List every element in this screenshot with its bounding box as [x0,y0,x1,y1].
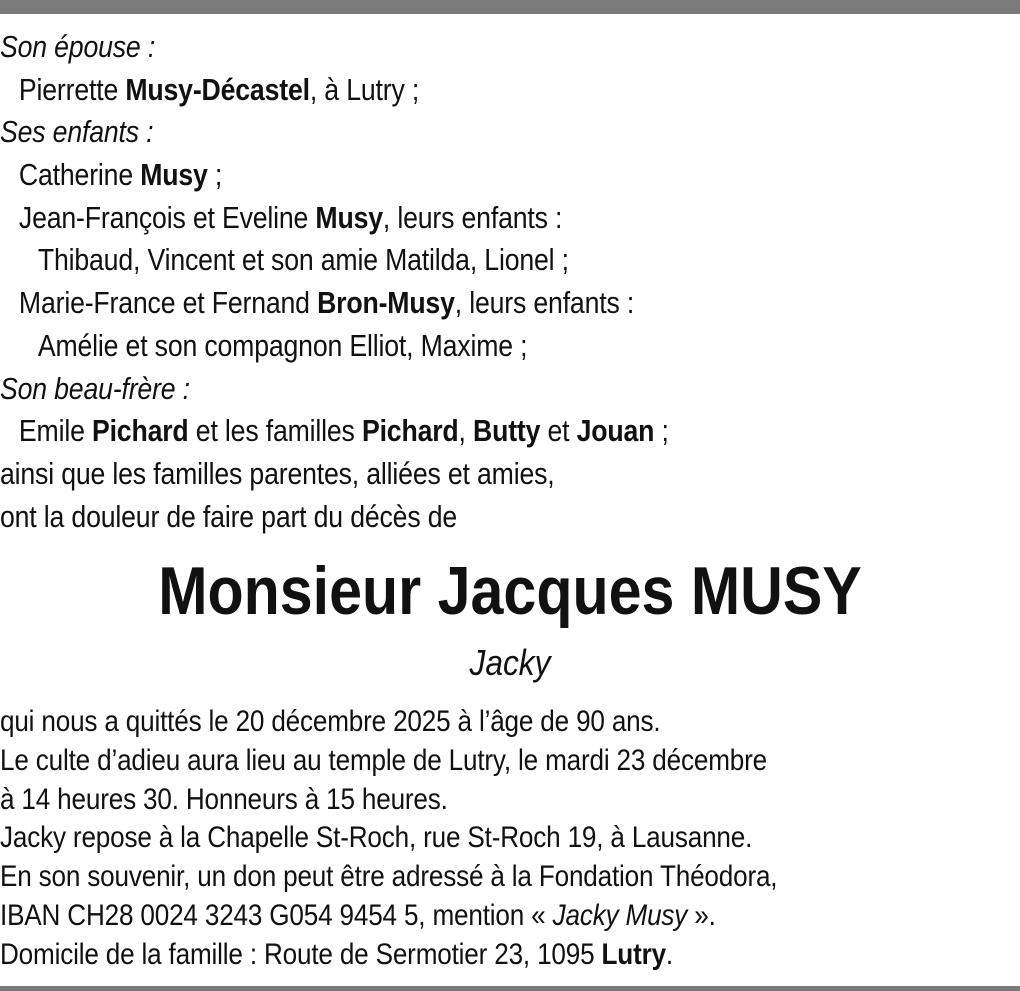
deceased-nickname: Jacky [469,642,551,683]
top-rule [0,0,1020,14]
grandchildren-line: Amélie et son compagnon Elliot, Maxime ; [37,327,528,363]
iban-line: IBAN CH28 0024 3243 G054 9454 5, mention « Jacky Musy ». [0,898,716,932]
deceased-name: Monsieur Jacques MUSY [158,553,862,629]
spouse-line: Pierrette Musy-Décastel, à Lutry ; [18,71,420,107]
announcement-line: ont la douleur de faire part du décès de [0,498,458,534]
relatives-line: ainsi que les familles parentes, alliées et amies, [0,455,555,491]
ceremony-time-line: à 14 heures 30. Honneurs à 15 heures. [0,782,448,816]
brother-in-law-line: Emile Pichard et les familles Pichard, Butty et Jouan ; [18,413,669,449]
child-line: Marie-France et Fernand Bron-Musy, leurs enfants : [18,285,635,321]
resting-place-line: Jacky repose à la Chapelle St-Roch, rue St-Roch 19, à Lausanne. [0,821,753,855]
details-block [0,703,1020,975]
heading-children: Ses enfants : [0,114,154,150]
ceremony-line: Le culte d’adieu aura lieu au temple de Lutry, le mardi 23 décembre [0,743,767,777]
donation-line: En son souvenir, un don peut être adressé à la Fondation Théodora, [0,860,778,894]
grandchildren-line: Thibaud, Vincent et son amie Matilda, Lionel ; [37,242,569,278]
heading-brother-in-law: Son beau-frère : [0,370,190,406]
family-list [0,26,1020,538]
family-address-line: Domicile de la famille : Route de Sermotier 23, 1095 Lutry. [0,937,674,971]
child-line: Catherine Musy ; [18,157,223,193]
death-date-line: qui nous a quittés le 20 décembre 2025 à l’âge de 90 ans. [0,705,661,738]
bottom-rule [0,986,1020,991]
child-line: Jean-François et Eveline Musy, leurs enfants : [18,199,563,235]
heading-spouse: Son épouse : [0,29,156,64]
